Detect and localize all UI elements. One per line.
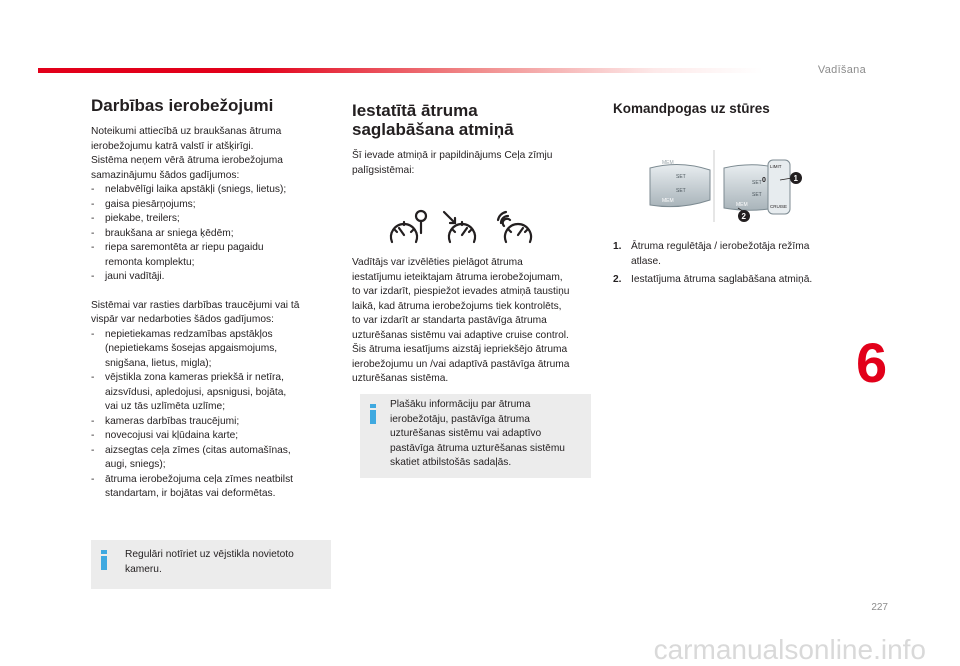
- list-item: - piekabe, treilers;: [91, 212, 331, 227]
- right-stalk: [724, 160, 790, 214]
- header-color-bar: [38, 68, 763, 73]
- steering-controls-figure: [640, 150, 820, 230]
- list-item: 2. Iestatījuma ātruma saglabāšana atmiņā.: [613, 274, 813, 285]
- svg-text:2: 2: [741, 212, 746, 221]
- right-heading: Komandpogas uz stūres: [613, 101, 770, 116]
- section-title: Vadīšana: [817, 64, 866, 76]
- middle-intro: Šī ievade atmiņā ir papildinājums Ceļa zīmju palīgsistēmai:: [352, 150, 553, 176]
- watermark: carmanualsonline.info: [653, 634, 926, 665]
- left-info-text: Regulāri notīriet uz vējstikla novietoto kameru.: [125, 549, 294, 575]
- list-item: - nelabvēlīgi laika apstākļi (sniegs, lietus);: [91, 183, 331, 198]
- list-item: - braukšana ar sniega ķēdēm;: [91, 227, 331, 242]
- svg-text:CRUISE: CRUISE: [770, 204, 788, 209]
- speed-limiter-icon: [391, 211, 426, 242]
- right-list-column: [613, 240, 853, 292]
- list-item: - novecojusi vai kļūdaina karte;: [91, 429, 331, 444]
- left-heading: Darbības ierobežojumi: [91, 96, 274, 115]
- chapter-number: 6: [856, 331, 888, 394]
- list-item: - vējstikla zona kameras priekšā ir netīra, aizsvīdusi, apledojusi, apsnigusi, bojāta, vai uz tās uzlīmēta uzlīme;: [91, 371, 331, 415]
- list-item: 1. Ātruma regulētāja / ierobežotāja režīma atlase.: [613, 241, 810, 267]
- middle-body-text: Vadītājs var izvēlēties pielāgot ātruma iestatījumu ieteiktajam ātruma ierobežojumam, to var izdarīt, piespiežot ievades atmiņā taustiņu laikā, kad ātruma ierobežojums tiek kontrolēts, to var izdarīt ar standarta pastāvīga ātruma uzturēšanas sistēmu vai adaptive cruise control. Šis ātruma iesatījums aizstāj iepriekšējo ātruma ierobežojumu un /vai adaptīvā pastāvīga ātruma uzturēšanas sistēma.: [352, 257, 570, 384]
- svg-text:0: 0: [762, 177, 766, 184]
- list-item: - kameras darbības traucējumi;: [91, 415, 331, 430]
- left-para2: Sistēmai var rasties darbības traucējumi vai tā vispār var nedarboties šādos gadījumos:: [91, 299, 300, 325]
- svg-text:MEM: MEM: [662, 198, 674, 204]
- middle-info-box: [360, 394, 591, 478]
- svg-text:1: 1: [793, 174, 798, 183]
- left-column: [91, 96, 331, 502]
- cruise-control-icon: [444, 212, 475, 242]
- list-item: - ātruma ierobežojuma ceļa zīmes neatbilst standartam, ir bojātas vai deformētas.: [91, 473, 331, 502]
- svg-text:MEM: MEM: [736, 202, 748, 208]
- adaptive-cruise-icon: [498, 212, 531, 242]
- list-item: - jauni vadītāji.: [91, 270, 331, 285]
- conditions-list: [91, 183, 331, 285]
- left-intro: Noteikumi attiecībā uz braukšanas ātruma ierobežojumu katrā valstī ir atšķirīgi. Sistēma neņem vērā ātruma ierobežojuma samazinājumu šādos gadījumos:: [91, 126, 283, 181]
- left-info-box: [91, 540, 331, 589]
- middle-heading: Iestatītā ātruma saglabāšana atmiņā: [352, 101, 514, 139]
- list-item: - nepietiekamas redzamības apstākļos (nepietiekams šosejas apgaismojums, snigšana, lietus, migla);: [91, 328, 331, 372]
- middle-body: [352, 256, 592, 387]
- right-column: [613, 101, 853, 117]
- list-item: - gaisa piesārņojums;: [91, 198, 331, 213]
- middle-column: [352, 101, 592, 178]
- middle-info-text: Plašāku informāciju par ātruma ierobežotāju, pastāvīga ātruma uzturēšanas sistēmu vai adaptīvo pastāvīga ātruma uzturēšanas sistēmu skatiet atbilstošās sadaļās.: [390, 399, 565, 468]
- svg-text:SET: SET: [676, 174, 686, 180]
- svg-text:SET: SET: [676, 188, 686, 194]
- left-stalk: [650, 160, 710, 207]
- malfunction-list: [91, 328, 331, 502]
- svg-text:SET: SET: [752, 192, 762, 198]
- svg-text:LIMIT: LIMIT: [770, 164, 782, 169]
- page-number: 227: [871, 602, 888, 613]
- list-item: - riepa saremontēta ar riepu pagaidu remonta komplektu;: [91, 241, 331, 270]
- info-icon: [101, 550, 107, 570]
- info-icon: [370, 404, 376, 424]
- svg-text:MEM: MEM: [662, 160, 674, 166]
- controls-list: [613, 240, 853, 288]
- svg-text:SET: SET: [752, 180, 762, 186]
- list-item: - aizsegtas ceļa zīmes (citas automašīnas, augi, sniegs);: [91, 444, 331, 473]
- speed-function-icons: [388, 208, 548, 248]
